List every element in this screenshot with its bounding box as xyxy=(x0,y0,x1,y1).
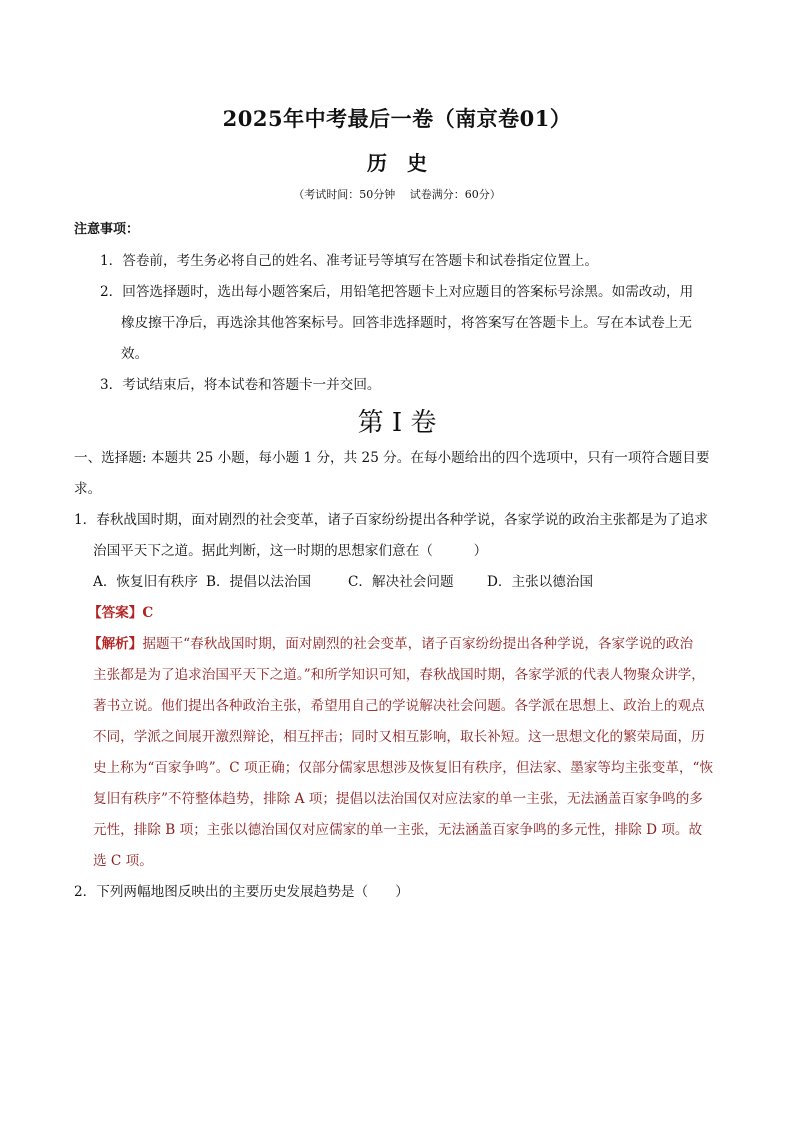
notice-line: 橡皮擦干净后，再选涂其他答案标号。回答非选择题时，将答案写在答题卡上。写在本试卷上无 xyxy=(121,315,692,331)
analysis-line: 主张都是为了追求治国平天下之道。”和所学知识可知，春秋战国时期，各家学派的代表人物聚众讲学， xyxy=(93,667,705,683)
notice-line: 效。 xyxy=(121,346,149,362)
option-b: B．提倡以法治国 xyxy=(206,574,312,590)
option-d: D．主张以德治国 xyxy=(487,574,594,590)
answer-label: 【答案】 xyxy=(88,605,143,621)
analysis-line: 史上称为“百家争鸣”。C 项正确；仅部分儒家思想涉及恢复旧有秩序，但法家、墨家等均主张变革，“恢 xyxy=(93,760,714,776)
analysis-line: 复旧有秩序”不符整体趋势，排除 A 项；提倡以法治国仅对应法家的单一主张，无法涵盖百家争鸣的多 xyxy=(93,791,703,807)
analysis-text: 据题干“春秋战国时期，面对剧烈的社会变革，诸子百家纷纷提出各种学说，各家学说的政治 xyxy=(142,636,694,652)
analysis-label: 【解析】 xyxy=(88,636,143,652)
question-stem: 2．下列两幅地图反映出的主要历史发展趋势是（ ） xyxy=(74,884,409,900)
option-a: A．恢复旧有秩序 xyxy=(93,574,198,590)
section-instruction: 一、选择题: 本题共 25 小题，每小题 1 分，共 25 分。在每小题给出的四个选项中，只有一项符合题目要 xyxy=(74,450,710,466)
question-stem: 1．春秋战国时期，面对剧烈的社会变革，诸子百家纷纷提出各种学说，各家学说的政治主张都是为了追求 xyxy=(74,512,708,528)
notice-line: 3．考试结束后，将本试卷和答题卡一并交回。 xyxy=(100,377,381,393)
analysis-line: 著书立说。他们提出各种政治主张，希望用自己的学说解决社会问题。各学派在思想上、政治上的观点 xyxy=(93,698,705,714)
answer-line xyxy=(88,601,153,621)
analysis-line: 选 C 项。 xyxy=(93,853,153,869)
exam-title: 2025年中考最后一卷（南京卷01） xyxy=(222,106,572,131)
analysis-line xyxy=(88,632,693,652)
section-instruction: 求。 xyxy=(74,481,102,497)
option-c: C．解决社会问题 xyxy=(348,574,454,590)
exam-info: （考试时间：50分钟 试卷满分：60分） xyxy=(293,188,501,201)
notice-title: 注意事项： xyxy=(74,222,140,237)
answer-value: C xyxy=(142,605,154,621)
subject-title: 历 史 xyxy=(367,151,427,175)
notice-line: 1．答卷前，考生务必将自己的姓名、准考证号等填写在答题卡和试卷指定位置上。 xyxy=(100,253,599,269)
question-stem: 治国平天下之道。据此判断，这一时期的思想家们意在（ ） xyxy=(93,543,488,559)
section-title: 第 I 卷 xyxy=(357,408,437,438)
analysis-line: 元性，排除 B 项；主张以德治国仅对应儒家的单一主张，无法涵盖百家争鸣的多元性，排除 D 项。故 xyxy=(93,822,703,838)
analysis-line: 不同，学派之间展开激烈辩论，相互抨击；同时又相互影响，取长补短。这一思想文化的繁荣局面，历 xyxy=(93,729,705,745)
notice-line: 2．回答选择题时，选出每小题答案后，用铅笔把答题卡上对应题目的答案标号涂黑。如需改动，用 xyxy=(100,284,694,300)
